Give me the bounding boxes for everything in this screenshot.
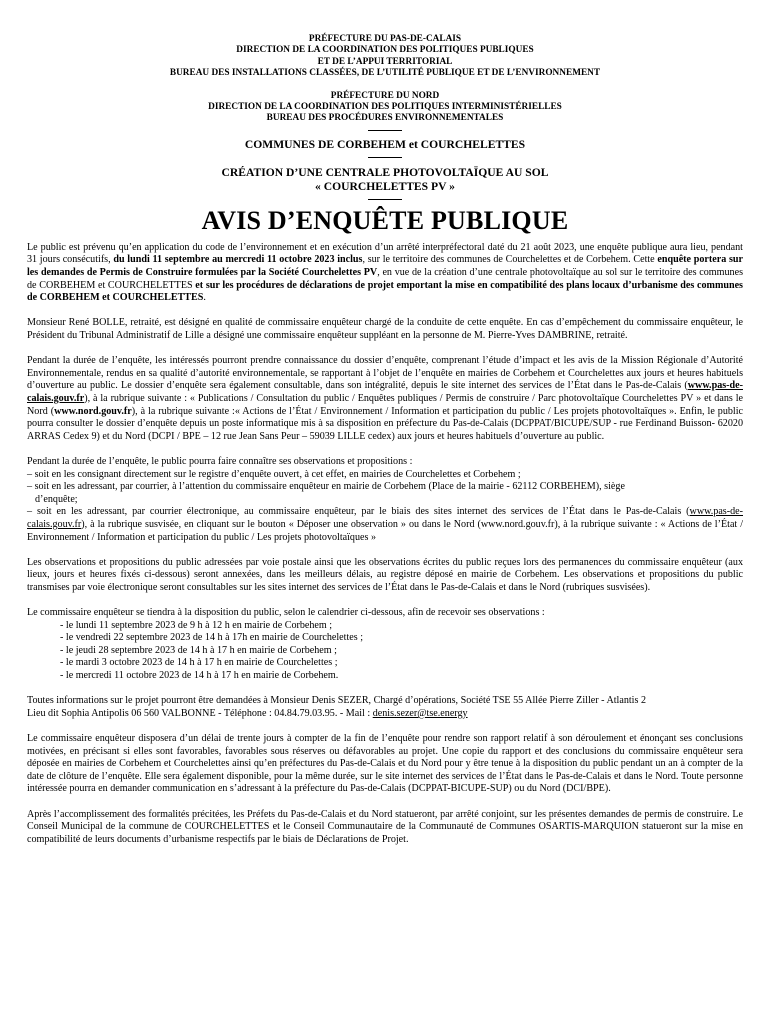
header-line: ET DE L’APPUI TERRITORIAL (317, 56, 453, 67)
separator-rule (368, 157, 402, 158)
header-line: DIRECTION DE LA COORDINATION DES POLITIQUES INTERMINISTÉRIELLES (208, 102, 562, 113)
header-line: DIRECTION DE LA COORDINATION DES POLITIQUES PUBLIQUES (236, 45, 534, 56)
paragraph-observations: Pendant la durée de l’enquête, le public pourra faire connaître ses observations et propositions : – soit en les consignant directement sur le registre d’enquête ouvert, à cet effet, en mairies de Courchelettes et Corbehem ; – soit en les adressant, par courrier, à l’attention du commissaire enquêteur en mairie de Corbehem (Place de la mairie - 62112 CORBEHEM), siège d’enquête; – soit en les adressant, par courrier électronique, au commissaire enquêteur, par le biais des sites internet des services de l’État dans le Pas-de-Calais (www.pas-de-calais.gouv.fr), à la rubrique susvisée, en cliquant sur le bouton « Déposer une observation » ou dans le Nord (www.nord.gouv.fr), à la rubrique suivante : « Actions de l’État / Environnement / Information et participation du public / Les projets photovoltaïques » (27, 455, 743, 543)
paragraph-decision: Après l’accomplissement des formalités précitées, les Préfets du Pas-de-Calais et du Nord statueront, par arrêté conjoint, sur les présentes demandes de permis de construire. Le Conseil Municipal de la commune de COURCHELETTES et le Conseil Communautaire de la Communauté de Communes OSARTIS-MARQUION statueront sur la mise en compatibilité de leurs documents d’urbanisme respectifs par le biais de Déclarations de Projet. (27, 808, 743, 845)
pas-de-calais-website-link[interactable]: www.pas-de-calais.gouv.fr (27, 380, 743, 404)
list-item: - le mercredi 11 octobre 2023 de 14 h à 17 h en mairie de Corbehem. (60, 670, 743, 683)
project-title: CRÉATION D’UNE CENTRALE PHOTOVOLTAÏQUE AU SOL (221, 165, 549, 179)
prefecture-nord-header (27, 91, 743, 125)
list-item: - le jeudi 28 septembre 2023 de 14 h à 17 h en mairie de Corbehem ; (60, 645, 743, 658)
paragraph-commissioner: Monsieur René BOLLE, retraité, est désigné en qualité de commissaire enquêteur chargé de la conduite de cette enquête. En cas d’empêchement du commissaire enquêteur, le Président du Tribunal Administratif de Lille a désigné une commissaire enquêteur suppléant en la personne de M. Pierre-Yves DAMBRINE, retraité. (27, 317, 743, 341)
paragraph-report: Le commissaire enquêteur disposera d’un délai de trente jours à compter de la fin de l’enquête pour rendre son rapport relatif à son déroulement et énonçant ses conclusions motivées, en précisant si elles sont favorables, favorables sous réserves ou défavorables au projet. Une copie du rapport et des conclusions du commissaire enquêteur sera déposée en mairies de Corbehem et Courchelettes ainsi qu’en préfectures du Pas-de-Calais et du Nord pour y être tenue à la disposition du public pendant un an à compter de la date de clôture de l’enquête. Elle sera également disponible, pour la même durée, sur le site internet des services de l’État dans le Pas-de-Calais et dans le Nord. Toute personne intéressée pourra en demander communication en s’adressant à la préfecture du Pas-de-Calais (DCPPAT-BICUPE-SUP) ou du Nord (DCI/BPE). (27, 733, 743, 795)
header-line: BUREAU DES INSTALLATIONS CLASSÉES, DE L’UTILITÉ PUBLIQUE ET DE L’ENVIRONNEMENT (169, 68, 601, 79)
header-line: PRÉFECTURE DU NORD (330, 90, 440, 101)
permanence-schedule (27, 620, 743, 683)
communes-heading: COMMUNES DE CORBEHEM et COURCHELETTES (244, 137, 526, 151)
list-item: - le lundi 11 septembre 2023 de 9 h à 12 h en mairie de Corbehem ; (60, 620, 743, 633)
header-line: BUREAU DES PROCÉDURES ENVIRONNEMENTALES (266, 113, 504, 124)
notice-title: AVIS D’ENQUÊTE PUBLIQUE (201, 205, 569, 235)
nord-website-link[interactable]: www.nord.gouv.fr (54, 405, 132, 417)
paragraph-intro: Le public est prévenu qu’en application du code de l’environnement et en exécution d’un arrêté interpréfectoral daté du 21 août 2023, une enquête publique aura lieu, pendant 31 jours consécutifs, du lundi 11 septembre au mercredi 11 octobre 2023 inclus, sur le territoire des communes de Courchelettes et de Corbehem. Cette enquête portera sur les demandes de Permis de Construire formulées par la Société Courchelettes PV, en vue de la création d’une centrale photovoltaïque au sol sur le territoire des communes de CORBEHEM et COURCHELETTES et sur les procédures de déclarations de projet emportant la mise en compatibilité des plans locaux d’urbanisme des communes de CORBEHEM et COURCHELETTES. (27, 241, 743, 304)
paragraph-observation-handling: Les observations et propositions du public adressées par voie postale ainsi que les observations écrites du public reçues lors des permanences du commissaire enquêteur (aux lieux, jours et heures fixés ci-dessous) seront annexées, dans les meilleurs délais, au registre déposé en mairie de Corbehem. Les observations et propositions du public transmises par voie électronique seront consultables sur les sites internet des services de l’État dans le Pas-de-Calais et dans le Nord (rubriques susvisées). (27, 556, 743, 593)
paragraph-schedule-intro: Le commissaire enquêteur se tiendra à la disposition du public, selon le calendrier ci-dessous, afin de recevoir ses observations : (27, 607, 545, 619)
header-line: PRÉFECTURE DU PAS-DE-CALAIS (308, 34, 462, 44)
separator-rule (368, 130, 402, 131)
paragraph-consultation: Pendant la durée de l’enquête, les intéressés pourront prendre connaissance du dossier d’enquête, comprenant l’étude d’impact et les avis de la Mission Régionale d’Autorité Environnementale, rendus en sa qualité d’autorité environnementale, se rapportant à l’objet de l’enquête en mairies de Corbehem et Courchelettes aux jours et heures habituels d’ouverture au public. Le dossier d’enquête sera également consultable, dans son intégralité, depuis le site internet des services de l’État dans le Pas-de-Calais (www.pas-de-calais.gouv.fr), à la rubrique suivante : « Publications / Consultation du public / Enquêtes publiques / Permis de construire / Parc photovoltaïque Courchelettes PV » et dans le Nord (www.nord.gouv.fr), à la rubrique suivante :« Actions de l’État / Environnement / Information et participation du public / Les projets photovoltaïques ». Enfin, le public pourra consulter le dossier d’enquête depuis un poste informatique mis à sa disposition en préfecture du Pas-de-Calais (DCPPAT/BICUPE/SUP - rue Ferdinand Buisson- 62020 ARRAS Cedex 9) et du Nord (DCPI / BPE – 12 rue Jean Sans Peur – 59039 LILLE cedex) aux jours et heures habituels d’ouverture au public. (27, 355, 743, 442)
list-item: - le vendredi 22 septembre 2023 de 14 h à 17h en mairie de Courchelettes ; (60, 632, 743, 645)
paragraph-contact: Toutes informations sur le projet pourront être demandées à Monsieur Denis SEZER, Chargé d’opérations, Société TSE 55 Allée Pierre Ziller - Atlantis 2 Lieu dit Sophia Antipolis 06 560 VALBONNE - Téléphone : 04.84.79.03.95. - Mail : denis.sezer@tse.energy (27, 695, 646, 719)
prefecture-pas-de-calais-header (27, 34, 743, 80)
separator-rule (368, 199, 402, 200)
pas-de-calais-website-link[interactable]: www.pas-de-calais.gouv.fr (27, 506, 743, 530)
list-item: - le mardi 3 octobre 2023 de 14 h à 17 h en mairie de Courchelettes ; (60, 657, 743, 670)
project-name: « COURCHELETTES PV » (315, 179, 455, 193)
contact-email-link[interactable]: denis.sezer@tse.energy (372, 707, 468, 719)
